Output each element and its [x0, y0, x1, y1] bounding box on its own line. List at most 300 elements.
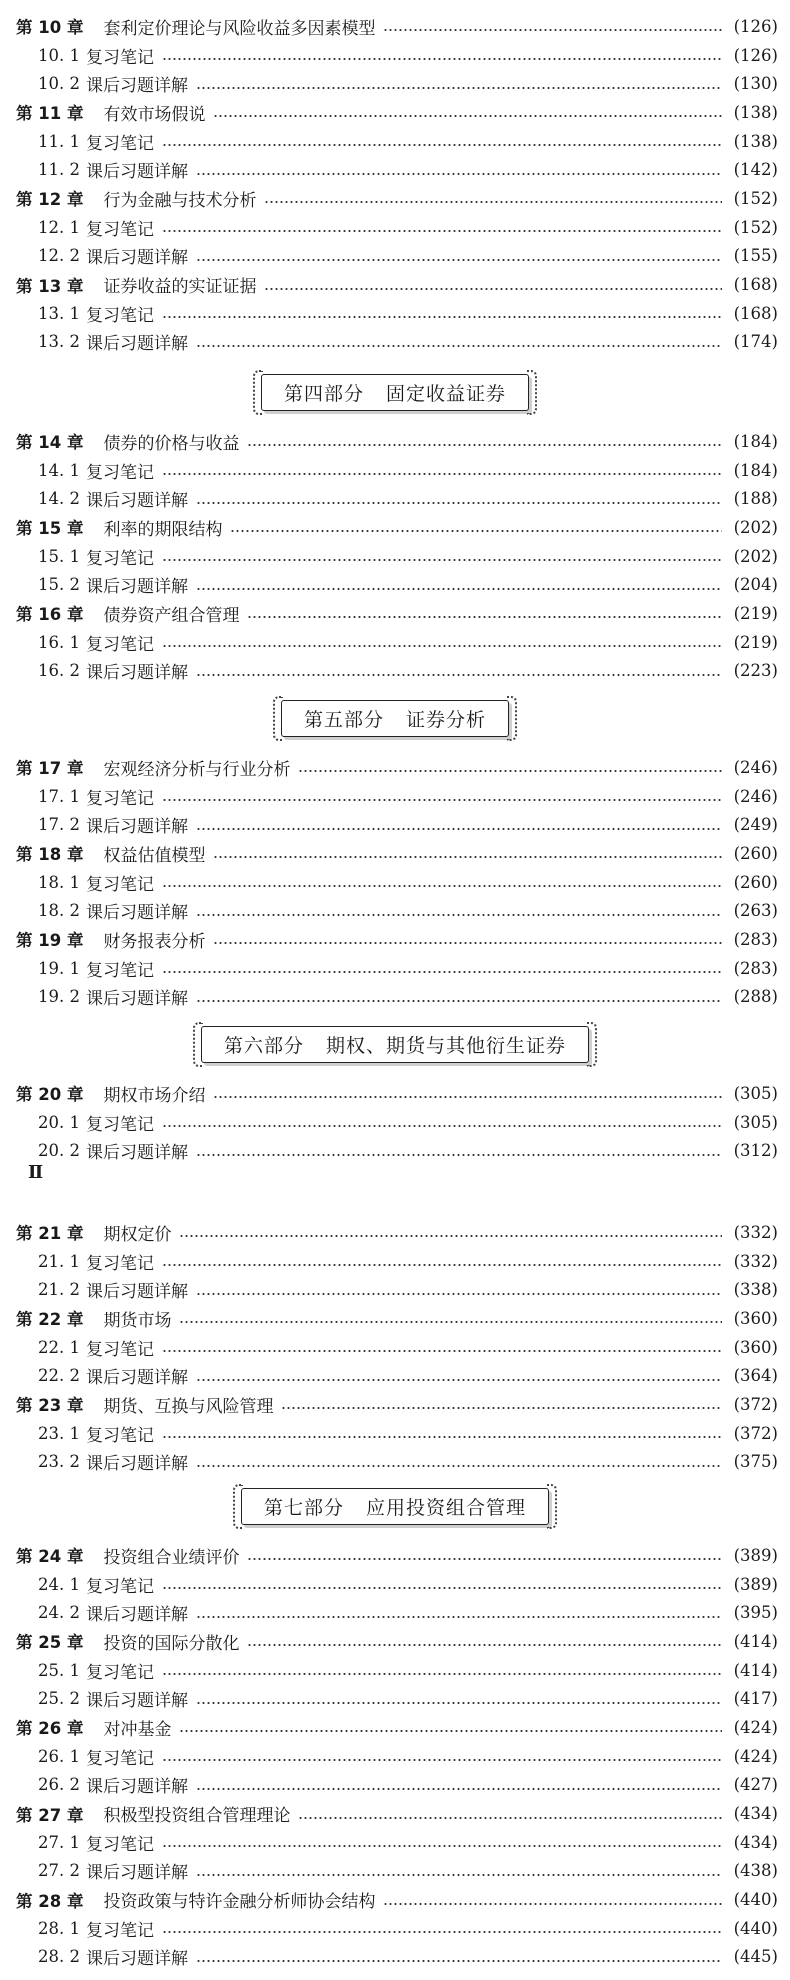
dot-leader — [179, 1235, 722, 1237]
page-reference: (332) — [733, 1222, 778, 1242]
section-title: 复习笔记 — [86, 305, 154, 326]
chapter-title: 财务报表分析 — [103, 931, 206, 952]
chapter-title: 宏观经济分析与行业分析 — [103, 759, 291, 780]
dot-leader — [196, 173, 722, 175]
page-reference: (372) — [733, 1423, 778, 1443]
dot-leader — [247, 1644, 722, 1646]
chapter-number: 第 24 章 — [16, 1547, 84, 1567]
page-reference: (260) — [733, 872, 778, 892]
section-number: 10. 1 — [38, 45, 80, 65]
toc-section-entry[interactable] — [0, 657, 790, 686]
toc-chapter-entry[interactable] — [0, 599, 790, 628]
page-reference: (305) — [733, 1083, 778, 1103]
dot-leader — [196, 1154, 722, 1156]
chapter-number: 第 16 章 — [16, 605, 84, 625]
page-reference: (202) — [733, 517, 778, 537]
chapter-number: 第 21 章 — [16, 1224, 84, 1244]
section-title: 课后习题详解 — [86, 1691, 188, 1712]
section-title: 复习笔记 — [86, 548, 154, 569]
toc-section-entry[interactable] — [0, 628, 790, 657]
dot-leader — [196, 502, 722, 504]
toc-chapter-entry[interactable] — [0, 1390, 790, 1419]
toc-chapter-entry[interactable] — [0, 1713, 790, 1742]
part-number: 第五部分 — [303, 708, 384, 731]
page-reference: (414) — [733, 1660, 778, 1680]
chapter-title: 利率的期限结构 — [103, 519, 223, 540]
section-title: 课后习题详解 — [86, 577, 188, 598]
dot-leader — [162, 1759, 722, 1761]
page-reference: (184) — [733, 431, 778, 451]
toc-section-entry[interactable] — [0, 1136, 790, 1165]
page-reference: (395) — [733, 1603, 778, 1623]
page-reference: (427) — [733, 1775, 778, 1795]
section-title: 复习笔记 — [86, 960, 154, 981]
page-reference: (424) — [733, 1746, 778, 1766]
section-title: 复习笔记 — [86, 634, 154, 655]
page-reference: (126) — [733, 45, 778, 65]
section-number: 13. 2 — [38, 332, 80, 352]
page-number-marker: Ⅱ — [28, 1162, 44, 1183]
section-number: 12. 1 — [38, 217, 80, 237]
section-title: 课后习题详解 — [86, 1368, 188, 1389]
chapter-number: 第 26 章 — [16, 1719, 84, 1739]
dot-leader — [264, 201, 722, 203]
section-title: 复习笔记 — [86, 462, 154, 483]
section-number: 28. 1 — [38, 1918, 80, 1938]
toc-chapter-entry[interactable] — [0, 1079, 790, 1108]
chapter-title: 证券收益的实证证据 — [103, 277, 257, 298]
chapter-number: 第 22 章 — [16, 1310, 84, 1330]
dot-leader — [383, 1903, 722, 1905]
page-reference: (389) — [733, 1574, 778, 1594]
toc-section-entry[interactable] — [0, 484, 790, 513]
section-number: 26. 1 — [38, 1746, 80, 1766]
dot-leader — [213, 1096, 722, 1098]
section-title: 复习笔记 — [86, 219, 154, 240]
section-number: 18. 2 — [38, 901, 80, 921]
page-reference: (126) — [733, 16, 778, 36]
page-reference: (263) — [733, 901, 778, 921]
dot-leader — [196, 914, 722, 916]
dot-leader — [213, 115, 722, 117]
page-reference: (283) — [733, 958, 778, 978]
toc-section-entry[interactable] — [0, 1857, 790, 1886]
section-title: 课后习题详解 — [86, 989, 188, 1010]
page-reference: (434) — [733, 1832, 778, 1852]
toc-section-entry[interactable] — [0, 570, 790, 599]
chapter-number: 第 25 章 — [16, 1633, 84, 1653]
toc-chapter-entry[interactable] — [0, 12, 790, 41]
dot-leader — [196, 588, 722, 590]
dot-leader — [196, 1874, 722, 1876]
toc-chapter-entry[interactable] — [0, 1304, 790, 1333]
page-reference: (168) — [733, 303, 778, 323]
dot-leader — [247, 616, 722, 618]
chapter-number: 第 28 章 — [16, 1891, 84, 1911]
chapter-title: 积极型投资组合管理理论 — [103, 1806, 291, 1827]
page-reference: (438) — [733, 1861, 778, 1881]
section-title: 复习笔记 — [86, 788, 154, 809]
section-number: 11. 2 — [38, 160, 80, 180]
toc-section-entry[interactable] — [0, 1108, 790, 1137]
section-number: 17. 1 — [38, 786, 80, 806]
chapter-title: 债券的价格与收益 — [103, 433, 240, 454]
dot-leader — [162, 1931, 722, 1933]
dot-leader — [196, 1616, 722, 1618]
toc-section-entry[interactable] — [0, 1656, 790, 1685]
part-heading-5 — [0, 696, 790, 740]
toc-section-entry[interactable] — [0, 868, 790, 897]
section-title: 复习笔记 — [86, 1920, 154, 1941]
toc-section-entry[interactable] — [0, 782, 790, 811]
dot-leader — [162, 1125, 722, 1127]
chapter-number: 第 23 章 — [16, 1396, 84, 1416]
dot-leader — [162, 799, 722, 801]
dot-leader — [196, 345, 722, 347]
section-number: 22. 2 — [38, 1366, 80, 1386]
section-title: 课后习题详解 — [86, 1605, 188, 1626]
section-number: 20. 1 — [38, 1112, 80, 1132]
section-title: 课后习题详解 — [86, 1282, 188, 1303]
section-title: 课后习题详解 — [86, 76, 188, 97]
section-title: 复习笔记 — [86, 874, 154, 895]
toc-section-entry[interactable] — [0, 127, 790, 156]
page-reference: (219) — [733, 603, 778, 623]
page-reference: (168) — [733, 275, 778, 295]
chapter-number: 第 15 章 — [16, 519, 84, 539]
section-title: 课后习题详解 — [86, 491, 188, 512]
page-reference: (260) — [733, 843, 778, 863]
dot-leader — [213, 942, 722, 944]
dot-leader — [162, 316, 722, 318]
toc-chapter-entry[interactable] — [0, 184, 790, 213]
dot-leader — [162, 230, 722, 232]
toc-section-entry[interactable] — [0, 1333, 790, 1362]
page-reference: (375) — [733, 1452, 778, 1472]
section-number: 16. 2 — [38, 661, 80, 681]
dot-leader — [247, 444, 722, 446]
chapter-number: 第 11 章 — [16, 104, 84, 124]
section-title: 课后习题详解 — [86, 1949, 188, 1970]
page-reference: (152) — [733, 188, 778, 208]
part-banner — [201, 1026, 589, 1063]
toc-section-entry[interactable] — [0, 1771, 790, 1800]
dot-leader — [162, 1436, 722, 1438]
dot-leader — [196, 259, 722, 261]
section-title: 课后习题详解 — [86, 334, 188, 355]
dot-leader — [264, 288, 722, 290]
chapter-title: 套利定价理论与风险收益多因素模型 — [103, 18, 376, 39]
page-reference: (434) — [733, 1804, 778, 1824]
section-title: 课后习题详解 — [86, 248, 188, 269]
toc-section-entry[interactable] — [0, 1598, 790, 1627]
toc-section-entry[interactable] — [0, 983, 790, 1012]
chapter-number: 第 18 章 — [16, 845, 84, 865]
dot-leader — [281, 1407, 722, 1409]
part-heading-4 — [0, 370, 790, 414]
section-number: 15. 1 — [38, 546, 80, 566]
dot-leader — [196, 1379, 722, 1381]
page-reference: (332) — [733, 1251, 778, 1271]
section-number: 10. 2 — [38, 74, 80, 94]
toc-chapter-entry[interactable] — [0, 98, 790, 127]
section-title: 复习笔记 — [86, 1834, 154, 1855]
section-title: 课后习题详解 — [86, 1777, 188, 1798]
toc-section-entry[interactable] — [0, 41, 790, 70]
section-title: 课后习题详解 — [86, 1863, 188, 1884]
toc-block-ch17-19 — [0, 753, 790, 1011]
page-reference: (155) — [733, 246, 778, 266]
toc-section-entry[interactable] — [0, 1247, 790, 1276]
section-number: 20. 2 — [38, 1141, 80, 1161]
toc-section-entry[interactable] — [0, 299, 790, 328]
dot-leader — [162, 144, 722, 146]
dot-leader — [298, 770, 722, 772]
toc-section-entry[interactable] — [0, 328, 790, 357]
chapter-number: 第 13 章 — [16, 276, 84, 296]
dot-leader — [162, 473, 722, 475]
section-title: 课后习题详解 — [86, 162, 188, 183]
part-heading-6 — [0, 1022, 790, 1066]
toc-section-entry[interactable] — [0, 1419, 790, 1448]
section-number: 19. 2 — [38, 987, 80, 1007]
toc-section-entry[interactable] — [0, 1828, 790, 1857]
section-number: 15. 2 — [38, 575, 80, 595]
toc-section-entry[interactable] — [0, 456, 790, 485]
dot-leader — [213, 856, 722, 858]
section-number: 24. 1 — [38, 1574, 80, 1594]
page-reference: (360) — [733, 1337, 778, 1357]
section-title: 复习笔记 — [86, 1253, 154, 1274]
toc-chapter-entry[interactable] — [0, 1885, 790, 1914]
page-reference: (202) — [733, 546, 778, 566]
page-reference: (283) — [733, 929, 778, 949]
part-number: 第四部分 — [283, 382, 364, 405]
page-reference: (440) — [733, 1890, 778, 1910]
toc-section-entry[interactable] — [0, 1684, 790, 1713]
chapter-number: 第 27 章 — [16, 1805, 84, 1825]
dot-leader — [196, 1960, 722, 1962]
section-number: 19. 1 — [38, 958, 80, 978]
section-number: 17. 2 — [38, 815, 80, 835]
toc-block-ch14-16 — [0, 427, 790, 685]
page-reference: (288) — [733, 987, 778, 1007]
page-reference: (414) — [733, 1631, 778, 1651]
toc-section-entry[interactable] — [0, 1570, 790, 1599]
page-reference: (204) — [733, 575, 778, 595]
chapter-title: 权益估值模型 — [103, 845, 206, 866]
toc-chapter-entry[interactable] — [0, 1218, 790, 1247]
section-number: 14. 2 — [38, 489, 80, 509]
dot-leader — [298, 1817, 722, 1819]
section-title: 课后习题详解 — [86, 817, 188, 838]
toc-section-entry[interactable] — [0, 69, 790, 98]
toc-block-ch24-28 — [0, 1541, 790, 1971]
page-reference: (188) — [733, 489, 778, 509]
page-reference: (445) — [733, 1947, 778, 1967]
chapter-number: 第 19 章 — [16, 931, 84, 951]
toc-section-entry[interactable] — [0, 1914, 790, 1943]
page-reference: (142) — [733, 160, 778, 180]
dot-leader — [196, 1788, 722, 1790]
section-number: 11. 1 — [38, 131, 80, 151]
chapter-title: 期货、互换与风险管理 — [103, 1396, 274, 1417]
dot-leader — [383, 29, 722, 31]
section-number: 22. 1 — [38, 1337, 80, 1357]
chapter-title: 有效市场假说 — [103, 104, 206, 125]
page-reference: (130) — [733, 74, 778, 94]
page-reference: (223) — [733, 661, 778, 681]
dot-leader — [196, 1000, 722, 1002]
page-reference: (184) — [733, 460, 778, 480]
section-number: 28. 2 — [38, 1947, 80, 1967]
part-number: 第六部分 — [223, 1034, 304, 1057]
part-number: 第七部分 — [263, 1496, 344, 1519]
page-reference: (305) — [733, 1112, 778, 1132]
toc-section-entry[interactable] — [0, 954, 790, 983]
toc-section-entry[interactable] — [0, 1448, 790, 1477]
section-number: 27. 2 — [38, 1861, 80, 1881]
dot-leader — [162, 58, 722, 60]
toc-chapter-entry[interactable] — [0, 1799, 790, 1828]
toc-section-entry[interactable] — [0, 1742, 790, 1771]
dot-leader — [196, 1702, 722, 1704]
page-reference: (138) — [733, 102, 778, 122]
toc-section-entry[interactable] — [0, 810, 790, 839]
dot-leader — [162, 1587, 722, 1589]
dot-leader — [162, 1264, 722, 1266]
section-title: 复习笔记 — [86, 1576, 154, 1597]
section-number: 13. 1 — [38, 303, 80, 323]
toc-section-entry[interactable] — [0, 542, 790, 571]
dot-leader — [247, 1558, 722, 1560]
toc-chapter-entry[interactable] — [0, 753, 790, 782]
section-number: 14. 1 — [38, 460, 80, 480]
section-title: 复习笔记 — [86, 47, 154, 68]
chapter-title: 投资政策与特许金融分析师协会结构 — [103, 1892, 376, 1913]
chapter-title: 投资组合业绩评价 — [103, 1547, 240, 1568]
dot-leader — [162, 559, 722, 561]
chapter-number: 第 12 章 — [16, 190, 84, 210]
chapter-title: 期权定价 — [103, 1224, 172, 1245]
part-title: 固定收益证券 — [386, 382, 507, 405]
section-title: 复习笔记 — [86, 133, 154, 154]
section-number: 23. 1 — [38, 1423, 80, 1443]
part-title: 期权、期货与其他衍生证券 — [326, 1034, 567, 1057]
dot-leader — [179, 1730, 722, 1732]
toc-chapter-entry[interactable] — [0, 839, 790, 868]
page-reference: (152) — [733, 217, 778, 237]
dot-leader — [230, 530, 722, 532]
toc-chapter-entry[interactable] — [0, 270, 790, 299]
section-number: 26. 2 — [38, 1775, 80, 1795]
section-number: 25. 1 — [38, 1660, 80, 1680]
chapter-title: 投资的国际分散化 — [103, 1633, 240, 1654]
dot-leader — [162, 645, 722, 647]
dot-leader — [196, 87, 722, 89]
page-reference: (249) — [733, 815, 778, 835]
section-number: 18. 1 — [38, 872, 80, 892]
page-reference: (219) — [733, 632, 778, 652]
section-number: 16. 1 — [38, 632, 80, 652]
dot-leader — [196, 1293, 722, 1295]
toc-section-entry[interactable] — [0, 1275, 790, 1304]
dot-leader — [179, 1321, 722, 1323]
toc-section-entry[interactable] — [0, 1943, 790, 1972]
toc-block-ch10-13 — [0, 12, 790, 356]
page-reference: (417) — [733, 1689, 778, 1709]
toc-chapter-entry[interactable] — [0, 1627, 790, 1656]
toc-section-entry[interactable] — [0, 213, 790, 242]
page-reference: (174) — [733, 332, 778, 352]
section-number: 21. 2 — [38, 1280, 80, 1300]
toc-section-entry[interactable] — [0, 242, 790, 271]
dot-leader — [162, 971, 722, 973]
page-reference: (389) — [733, 1545, 778, 1565]
chapter-title: 期权市场介绍 — [103, 1085, 206, 1106]
section-title: 课后习题详解 — [86, 663, 188, 684]
chapter-number: 第 14 章 — [16, 433, 84, 453]
chapter-number: 第 17 章 — [16, 759, 84, 779]
page-reference: (364) — [733, 1366, 778, 1386]
part-banner — [261, 374, 529, 411]
chapter-number: 第 20 章 — [16, 1085, 84, 1105]
chapter-title: 期货市场 — [103, 1310, 172, 1331]
chapter-title: 对冲基金 — [103, 1719, 172, 1740]
toc-section-entry[interactable] — [0, 896, 790, 925]
section-title: 课后习题详解 — [86, 903, 188, 924]
toc-block-ch21-23 — [0, 1218, 790, 1476]
page-reference: (424) — [733, 1717, 778, 1737]
toc-chapter-entry[interactable] — [0, 427, 790, 456]
toc-section-entry[interactable] — [0, 155, 790, 184]
section-title: 复习笔记 — [86, 1114, 154, 1135]
part-title: 证券分析 — [406, 708, 487, 731]
dot-leader — [196, 828, 722, 830]
page-reference: (440) — [733, 1918, 778, 1938]
page-reference: (360) — [733, 1308, 778, 1328]
toc-chapter-entry[interactable] — [0, 1541, 790, 1570]
dot-leader — [162, 885, 722, 887]
section-number: 23. 2 — [38, 1452, 80, 1472]
part-banner — [281, 700, 509, 737]
toc-chapter-entry[interactable] — [0, 513, 790, 542]
section-title: 复习笔记 — [86, 1748, 154, 1769]
section-title: 课后习题详解 — [86, 1454, 188, 1475]
toc-chapter-entry[interactable] — [0, 925, 790, 954]
section-number: 27. 1 — [38, 1832, 80, 1852]
section-number: 25. 2 — [38, 1689, 80, 1709]
section-title: 复习笔记 — [86, 1425, 154, 1446]
chapter-number: 第 10 章 — [16, 18, 84, 38]
chapter-title: 行为金融与技术分析 — [103, 190, 257, 211]
section-number: 24. 2 — [38, 1603, 80, 1623]
toc-section-entry[interactable] — [0, 1361, 790, 1390]
dot-leader — [162, 1845, 722, 1847]
page-reference: (138) — [733, 131, 778, 151]
part-title: 应用投资组合管理 — [366, 1496, 527, 1519]
part-banner — [241, 1488, 549, 1525]
page-reference: (312) — [733, 1141, 778, 1161]
section-title: 课后习题详解 — [86, 1143, 188, 1164]
section-title: 复习笔记 — [86, 1339, 154, 1360]
toc-block-ch20 — [0, 1079, 790, 1165]
section-number: 21. 1 — [38, 1251, 80, 1271]
chapter-title: 债券资产组合管理 — [103, 605, 240, 626]
section-number: 12. 2 — [38, 246, 80, 266]
page-reference: (338) — [733, 1280, 778, 1300]
page-reference: (372) — [733, 1394, 778, 1414]
